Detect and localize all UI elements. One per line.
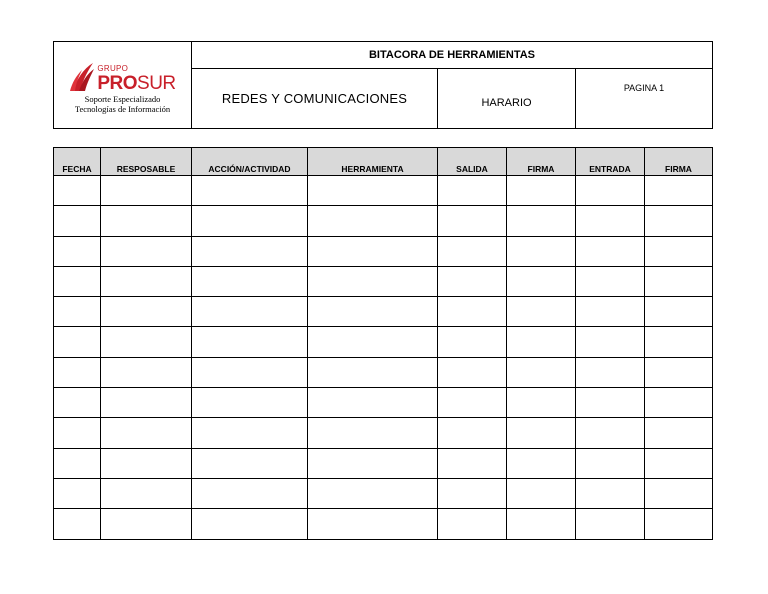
table-cell bbox=[576, 509, 645, 539]
logo-subtitle-line1: Soporte Especializado bbox=[84, 93, 161, 104]
logo-cell bbox=[54, 42, 192, 129]
table-cell bbox=[438, 176, 507, 206]
table-cell bbox=[438, 236, 507, 266]
table-cell bbox=[54, 297, 101, 327]
table-cell bbox=[576, 357, 645, 387]
table-cell bbox=[101, 509, 192, 539]
table-cell bbox=[645, 478, 713, 508]
table-cell bbox=[507, 509, 576, 539]
horario-label: HARARIO bbox=[438, 69, 576, 129]
table-cell bbox=[507, 176, 576, 206]
table-cell bbox=[308, 478, 438, 508]
table-cell bbox=[101, 266, 192, 296]
table-cell bbox=[507, 266, 576, 296]
table-cell bbox=[645, 509, 713, 539]
table-cell bbox=[576, 176, 645, 206]
table-cell bbox=[507, 478, 576, 508]
table-cell bbox=[192, 236, 308, 266]
column-header-entrada: ENTRADA bbox=[576, 148, 645, 176]
table-cell bbox=[192, 176, 308, 206]
table-cell bbox=[308, 206, 438, 236]
table-row bbox=[54, 266, 713, 296]
table-cell bbox=[192, 266, 308, 296]
table-cell bbox=[645, 327, 713, 357]
table-cell bbox=[507, 357, 576, 387]
page-number: PAGINA 1 bbox=[576, 69, 713, 129]
table-cell bbox=[192, 418, 308, 448]
logo-pro-text: PRO bbox=[97, 72, 138, 94]
table-cell bbox=[54, 448, 101, 478]
table-cell bbox=[645, 206, 713, 236]
table-row bbox=[54, 327, 713, 357]
table-cell bbox=[101, 448, 192, 478]
log-table-body bbox=[54, 176, 713, 540]
table-cell bbox=[438, 448, 507, 478]
table-cell bbox=[645, 357, 713, 387]
column-header-firma-entrada: FIRMA bbox=[645, 148, 713, 176]
table-cell bbox=[645, 448, 713, 478]
table-cell bbox=[101, 357, 192, 387]
table-cell bbox=[438, 388, 507, 418]
table-cell bbox=[507, 297, 576, 327]
column-header-accion: ACCIÓN/ACTIVIDAD bbox=[192, 148, 308, 176]
table-cell bbox=[101, 478, 192, 508]
table-cell bbox=[576, 327, 645, 357]
table-cell bbox=[54, 418, 101, 448]
table-cell bbox=[645, 418, 713, 448]
column-header-herramienta: HERRAMIENTA bbox=[308, 148, 438, 176]
table-cell bbox=[507, 236, 576, 266]
table-row bbox=[54, 448, 713, 478]
table-row bbox=[54, 357, 713, 387]
table-cell bbox=[54, 388, 101, 418]
column-header-fecha: FECHA bbox=[54, 148, 101, 176]
table-cell bbox=[507, 388, 576, 418]
logo-sur-text: SUR bbox=[137, 72, 176, 94]
table-row bbox=[54, 176, 713, 206]
logo-swoosh-icon bbox=[69, 61, 95, 93]
column-header-responsable: RESPOSABLE bbox=[101, 148, 192, 176]
table-cell bbox=[101, 297, 192, 327]
table-row bbox=[54, 206, 713, 236]
company-logo bbox=[54, 42, 191, 128]
table-cell bbox=[576, 448, 645, 478]
logo-mark bbox=[69, 59, 175, 93]
area-name: REDES Y COMUNICACIONES bbox=[192, 69, 438, 129]
logo-prosur-text bbox=[97, 74, 175, 93]
table-cell bbox=[308, 327, 438, 357]
table-cell bbox=[54, 266, 101, 296]
table-cell bbox=[192, 327, 308, 357]
table-cell bbox=[192, 448, 308, 478]
table-cell bbox=[308, 388, 438, 418]
column-header-salida: SALIDA bbox=[438, 148, 507, 176]
table-cell bbox=[576, 388, 645, 418]
table-cell bbox=[101, 418, 192, 448]
table-cell bbox=[54, 236, 101, 266]
table-cell bbox=[438, 327, 507, 357]
table-cell bbox=[54, 176, 101, 206]
table-cell bbox=[101, 388, 192, 418]
document-title: BITACORA DE HERRAMIENTAS bbox=[192, 42, 713, 69]
logo-subtitle-line2: Tecnologías de Información bbox=[74, 103, 171, 114]
table-cell bbox=[101, 176, 192, 206]
table-cell bbox=[438, 357, 507, 387]
table-cell bbox=[192, 478, 308, 508]
table-cell bbox=[308, 176, 438, 206]
table-row bbox=[54, 478, 713, 508]
column-header-firma-salida: FIRMA bbox=[507, 148, 576, 176]
table-row bbox=[54, 388, 713, 418]
table-row bbox=[54, 297, 713, 327]
table-cell bbox=[645, 176, 713, 206]
table-cell bbox=[645, 266, 713, 296]
log-table bbox=[53, 147, 713, 540]
table-cell bbox=[192, 509, 308, 539]
table-cell bbox=[192, 357, 308, 387]
table-cell bbox=[308, 448, 438, 478]
table-cell bbox=[438, 509, 507, 539]
table-cell bbox=[54, 357, 101, 387]
table-cell bbox=[438, 418, 507, 448]
table-cell bbox=[308, 297, 438, 327]
table-row bbox=[54, 509, 713, 539]
table-cell bbox=[438, 266, 507, 296]
table-cell bbox=[192, 206, 308, 236]
table-cell bbox=[192, 297, 308, 327]
header-table bbox=[53, 41, 713, 129]
table-cell bbox=[308, 357, 438, 387]
table-cell bbox=[54, 478, 101, 508]
table-cell bbox=[507, 327, 576, 357]
table-cell bbox=[576, 206, 645, 236]
table-cell bbox=[645, 236, 713, 266]
table-cell bbox=[438, 206, 507, 236]
table-cell bbox=[438, 297, 507, 327]
table-cell bbox=[101, 236, 192, 266]
table-row bbox=[54, 418, 713, 448]
table-cell bbox=[507, 448, 576, 478]
logo-subtitle bbox=[75, 94, 170, 114]
table-cell bbox=[54, 509, 101, 539]
table-cell bbox=[101, 206, 192, 236]
table-cell bbox=[54, 206, 101, 236]
table-cell bbox=[576, 418, 645, 448]
logo-wordmark bbox=[97, 65, 175, 93]
table-cell bbox=[192, 388, 308, 418]
table-cell bbox=[507, 418, 576, 448]
table-cell bbox=[308, 418, 438, 448]
table-cell bbox=[645, 388, 713, 418]
table-cell bbox=[576, 478, 645, 508]
table-cell bbox=[308, 266, 438, 296]
log-table-header-row bbox=[54, 148, 713, 176]
table-cell bbox=[101, 327, 192, 357]
table-cell bbox=[438, 478, 507, 508]
table-row bbox=[54, 236, 713, 266]
table-cell bbox=[576, 297, 645, 327]
table-cell bbox=[54, 327, 101, 357]
table-cell bbox=[576, 266, 645, 296]
logo-grupo-text: GRUPO bbox=[97, 63, 129, 73]
table-cell bbox=[507, 206, 576, 236]
table-cell bbox=[308, 509, 438, 539]
table-cell bbox=[576, 236, 645, 266]
table-cell bbox=[308, 236, 438, 266]
table-cell bbox=[645, 297, 713, 327]
